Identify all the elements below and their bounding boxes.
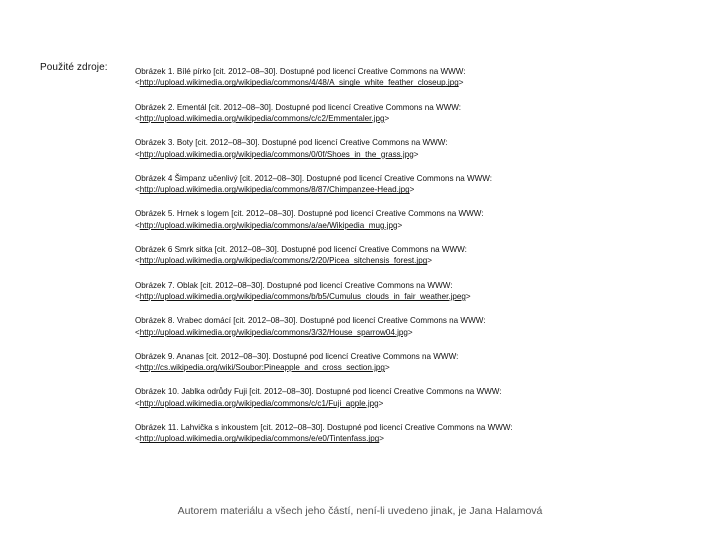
reference-item: [135, 422, 705, 458]
author-footer: Autorem materiálu a všech jeho částí, není-li uvedeno jinak, je Jana Halamová: [177, 505, 543, 517]
reference-text: Obrázek 3. Boty [cit. 2012–08–30]. Dostupné pod licencí Creative Commons na WWW:: [135, 138, 448, 148]
reference-item: [135, 244, 705, 280]
sources-label: Použité zdroje:: [40, 62, 108, 73]
reference-link[interactable]: http://upload.wikimedia.org/wikipedia/commons/c/c2/Emmentaler.jpg: [139, 114, 385, 123]
reference-link[interactable]: http://upload.wikimedia.org/wikipedia/commons/c/c1/Fuji_apple.jpg: [139, 398, 379, 408]
reference-link[interactable]: http://upload.wikimedia.org/wikipedia/commons/8/87/Chimpanzee-Head.jpg: [139, 185, 410, 195]
reference-text: Obrázek 11. Lahvička s inkoustem [cit. 2012–08–30]. Dostupné pod licencí Creative Commons na WWW:: [135, 422, 513, 432]
reference-url-line: <http://upload.wikimedia.org/wikipedia/commons/a/ae/Wikipedia_mug.jpg>: [135, 220, 403, 230]
reference-link[interactable]: http://upload.wikimedia.org/wikipedia/commons/3/32/House_sparrow04.jpg: [139, 327, 408, 337]
reference-link[interactable]: http://upload.wikimedia.org/wikipedia/commons/2/20/Picea_sitchensis_forest.jpg: [139, 256, 428, 266]
reference-url-line: <http://upload.wikimedia.org/wikipedia/commons/b/b5/Cumulus_clouds_in_fair_weather.jpeg>: [135, 291, 471, 301]
reference-text: Obrázek 8. Vrabec domácí [cit. 2012–08–30]. Dostupné pod licencí Creative Commons na WWW:: [135, 316, 486, 326]
reference-url-line: <http://upload.wikimedia.org/wikipedia/commons/2/20/Picea_sitchensis_forest.jpg>: [135, 256, 432, 266]
reference-item: [135, 315, 705, 351]
reference-url-line: <http://upload.wikimedia.org/wikipedia/commons/8/87/Chimpanzee-Head.jpg>: [135, 185, 415, 195]
reference-text: Obrázek 10. Jablka odrůdy Fuji [cit. 2012–08–30]. Dostupné pod licencí Creative Commons na WWW:: [135, 387, 502, 397]
reference-item: [135, 137, 705, 173]
reference-url-line: <http://upload.wikimedia.org/wikipedia/commons/0/0f/Shoes_in_the_grass.jpg>: [135, 149, 419, 159]
reference-text: Obrázek 1. Bílé pírko [cit. 2012–08–30]. Dostupné pod licencí Creative Commons na WWW:: [135, 67, 466, 76]
reference-item: [135, 351, 705, 387]
reference-item: [135, 208, 705, 244]
reference-url-line: <http://upload.wikimedia.org/wikipedia/commons/c/c2/Emmentaler.jpg>: [135, 114, 390, 123]
reference-url-line: <http://upload.wikimedia.org/wikipedia/commons/3/32/House_sparrow04.jpg>: [135, 327, 413, 337]
reference-item: [135, 66, 705, 102]
reference-list: [135, 66, 705, 458]
reference-item: [135, 173, 705, 209]
reference-url-line: <http://upload.wikimedia.org/wikipedia/commons/4/48/A_single_white_feather_closeup.jpg>: [135, 78, 464, 88]
reference-item: [135, 386, 705, 422]
reference-text: Obrázek 7. Oblak [cit. 2012–08–30]. Dostupné pod licencí Creative Commons na WWW:: [135, 280, 453, 290]
reference-text: Obrázek 2. Ementál [cit. 2012–08–30]. Dostupné pod licencí Creative Commons na WWW:: [135, 102, 462, 112]
reference-link[interactable]: http://upload.wikimedia.org/wikipedia/commons/a/ae/Wikipedia_mug.jpg: [139, 220, 398, 230]
reference-link[interactable]: http://upload.wikimedia.org/wikipedia/commons/0/0f/Shoes_in_the_grass.jpg: [139, 149, 414, 159]
reference-text: Obrázek 9. Ananas [cit. 2012–08–30]. Dostupné pod licencí Creative Commons na WWW:: [135, 351, 459, 361]
reference-url-line: <http://cs.wikipedia.org/wiki/Soubor:Pineapple_and_cross_section.jpg>: [135, 363, 390, 373]
reference-text: Obrázek 5. Hrnek s logem [cit. 2012–08–30]. Dostupné pod licencí Creative Commons na WWW:: [135, 209, 484, 219]
reference-item: [135, 102, 705, 138]
reference-text: Obrázek 6 Smrk sitka [cit. 2012–08–30]. Dostupné pod licencí Creative Commons na WWW:: [135, 244, 467, 254]
reference-url-line: <http://upload.wikimedia.org/wikipedia/commons/e/e0/Tintenfass.jpg>: [135, 434, 384, 444]
reference-link[interactable]: http://upload.wikimedia.org/wikipedia/commons/e/e0/Tintenfass.jpg: [139, 434, 380, 444]
reference-link[interactable]: http://upload.wikimedia.org/wikipedia/commons/4/48/A_single_white_feather_closeup.jpg: [139, 78, 459, 88]
reference-link[interactable]: http://cs.wikipedia.org/wiki/Soubor:Pineapple_and_cross_section.jpg: [139, 363, 385, 373]
reference-url-line: <http://upload.wikimedia.org/wikipedia/commons/c/c1/Fuji_apple.jpg>: [135, 398, 384, 408]
reference-link[interactable]: http://upload.wikimedia.org/wikipedia/commons/b/b5/Cumulus_clouds_in_fair_weather.jpeg: [139, 291, 466, 301]
reference-item: [135, 280, 705, 316]
reference-text: Obrázek 4 Šimpanz učenlivý [cit. 2012–08–30]. Dostupné pod licencí Creative Commons na WWW:: [135, 173, 493, 183]
